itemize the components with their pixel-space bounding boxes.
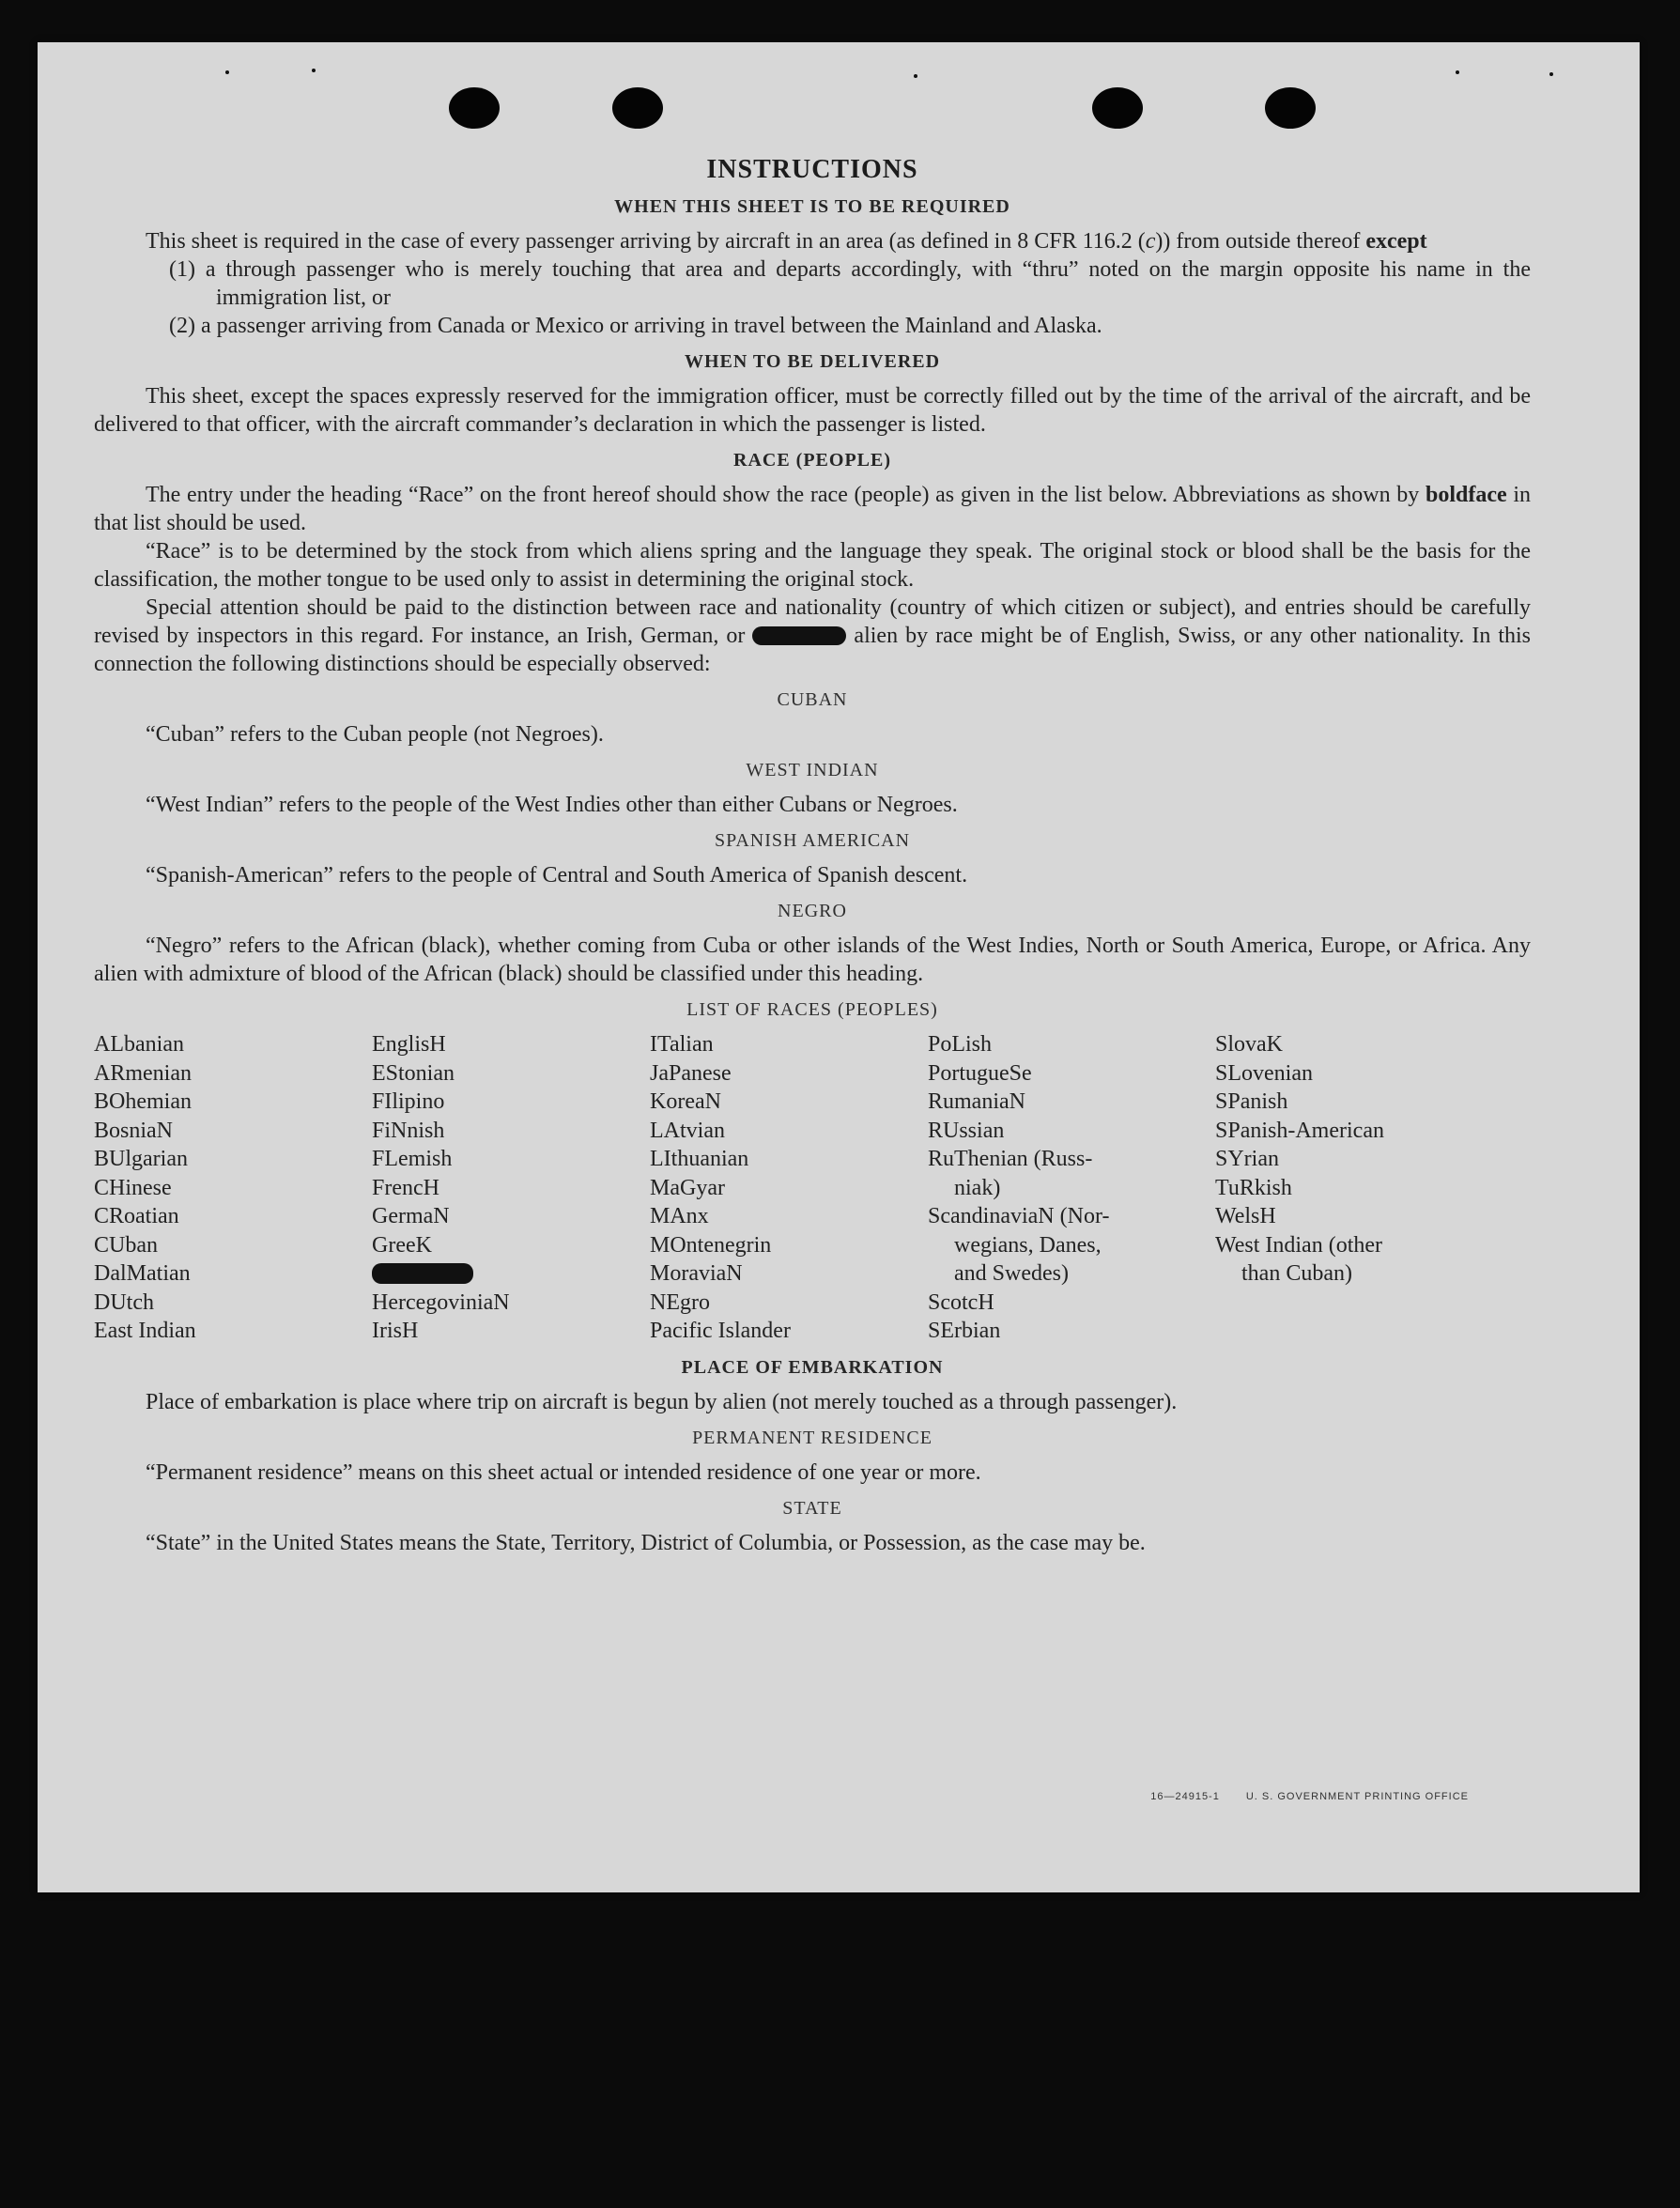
- race-item: PoLish: [928, 1032, 993, 1057]
- races-column-5: [1215, 1030, 1497, 1346]
- speck: [914, 74, 917, 78]
- races-column-3: [650, 1030, 928, 1346]
- race-item: EStonian: [372, 1060, 455, 1086]
- punch-hole: [612, 87, 663, 129]
- race-item: LAtvian: [650, 1118, 725, 1143]
- race-item: IrisH: [372, 1319, 419, 1343]
- residence-text: “Permanent residence” means on this sheet actual or intended residence of one year or more.: [146, 1459, 981, 1485]
- race-item: PortugueSe: [928, 1060, 1032, 1086]
- races-list: [94, 1030, 1531, 1346]
- race-paragraph-2: “Race” is to be determined by the stock from which aliens spring and the language they speak. The original stock or blood shall be the basis for the classification, the mother tongue to be used only to assist in determining the original stock.: [94, 539, 1531, 592]
- race-item: FrencH: [372, 1175, 439, 1200]
- required-intro: This sheet is required in the case of every passenger arriving by aircraft in an area (as defined in 8 CFR 116.2 (c)) from outside thereof except: [146, 229, 1427, 254]
- race-item-redacted: [372, 1259, 650, 1289]
- race-item: KoreaN: [650, 1089, 721, 1114]
- race-item: CRoatian: [94, 1204, 179, 1228]
- race-item: West Indian (other: [1215, 1232, 1383, 1258]
- race-item: SPanish-American: [1215, 1118, 1384, 1143]
- race-paragraph-3: Special attention should be paid to the distinction between race and nationality (country of which citizen or subject), and entries should be carefully revised by inspectors in this regard. For instance, an Irish, German, or alien by race might be of English, Swiss, or any other nationality. In this connection the following distinctions should be especially observed:: [94, 595, 1532, 676]
- section-heading-embarkation: PLACE OF EMBARKATION: [681, 1356, 944, 1378]
- printer-imprint: [1150, 1791, 1469, 1802]
- speck: [1456, 70, 1459, 74]
- section-heading-state: STATE: [782, 1497, 842, 1519]
- races-column-2: [372, 1030, 650, 1346]
- race-item: SLovenian: [1215, 1060, 1313, 1086]
- required-item-2: (2) a passenger arriving from Canada or Mexico or arriving in travel between the Mainland and Alaska.: [169, 314, 1102, 338]
- punch-hole: [449, 87, 500, 129]
- speck: [225, 70, 229, 74]
- race-paragraph-1: The entry under the heading “Race” on the front hereof should show the race (people) as given in the list below. Abbreviations as shown by boldface in that list should be used.: [94, 483, 1531, 535]
- instructions-content: [94, 155, 1531, 1557]
- required-item-1: (1) a through passenger who is merely touching that area and departs accordingly, with “thru” noted on the margin opposite his name in the immigration list, or: [169, 257, 1531, 310]
- negro-text: “Negro” refers to the African (black), whether coming from Cuba or other islands of the West Indies, North or South America, Europe, or Africa. Any alien with admixture of blood of the African (black) should be classified under this heading.: [94, 934, 1531, 986]
- race-item: ARmenian: [94, 1060, 192, 1086]
- race-item: RUssian: [928, 1118, 1005, 1143]
- race-item: ITalian: [650, 1032, 714, 1057]
- race-item: GreeK: [372, 1232, 432, 1258]
- section-heading-west-indian: WEST INDIAN: [746, 760, 879, 780]
- race-item: BosniaN: [94, 1118, 173, 1143]
- section-heading-race: RACE (PEOPLE): [733, 450, 891, 471]
- race-item-continued: than Cuban): [1241, 1261, 1352, 1286]
- race-item: SPanish: [1215, 1089, 1288, 1114]
- race-item: MAnx: [650, 1204, 709, 1228]
- punch-hole: [1265, 87, 1316, 129]
- race-item: RuThenian (Russ-: [928, 1147, 1093, 1171]
- embarkation-text: Place of embarkation is place where trip on aircraft is begun by alien (not merely touched as a through passenger).: [146, 1389, 1178, 1414]
- section-heading-delivered: WHEN TO BE DELIVERED: [684, 351, 941, 372]
- speck: [312, 69, 316, 72]
- redaction-mark: [372, 1263, 473, 1284]
- races-column-4: [928, 1030, 1215, 1346]
- race-item: SErbian: [928, 1319, 1001, 1343]
- west-indian-text: “West Indian” refers to the people of the West Indies other than either Cubans or Negroes.: [146, 793, 958, 817]
- page-title: INSTRUCTIONS: [706, 155, 918, 184]
- cuban-text: “Cuban” refers to the Cuban people (not Negroes).: [146, 722, 604, 747]
- speck: [1549, 72, 1553, 76]
- race-item: CUban: [94, 1232, 158, 1258]
- race-item: SYrian: [1215, 1147, 1279, 1171]
- race-item-continued: and Swedes): [954, 1261, 1069, 1286]
- race-item: LIthuanian: [650, 1147, 749, 1171]
- section-heading-residence: PERMANENT RESIDENCE: [692, 1427, 932, 1448]
- race-item: WelsH: [1215, 1204, 1276, 1228]
- race-item-continued: wegians, Danes,: [954, 1232, 1102, 1258]
- race-item: DalMatian: [94, 1261, 191, 1286]
- race-item: TuRkish: [1215, 1175, 1292, 1200]
- race-item: FLemish: [372, 1147, 453, 1171]
- form-code: 16—24915-1: [1150, 1791, 1220, 1802]
- section-heading-spanish-american: SPANISH AMERICAN: [714, 830, 911, 851]
- spanish-american-text: “Spanish-American” refers to the people of Central and South America of Spanish descent.: [146, 863, 968, 888]
- race-item: MaGyar: [650, 1175, 725, 1200]
- race-item: ScotcH: [928, 1289, 994, 1315]
- race-item: CHinese: [94, 1175, 172, 1200]
- section-heading-cuban: CUBAN: [777, 689, 848, 710]
- race-item: BUlgarian: [94, 1147, 188, 1171]
- redaction-mark: [752, 626, 846, 645]
- section-heading-negro: NEGRO: [778, 901, 847, 921]
- race-item: FIlipino: [372, 1089, 445, 1114]
- race-item: RumaniaN: [928, 1089, 1025, 1114]
- race-item-continued: niak): [954, 1175, 1001, 1200]
- race-item: SlovaK: [1215, 1032, 1283, 1057]
- printer-name: U. S. GOVERNMENT PRINTING OFFICE: [1245, 1791, 1469, 1802]
- delivered-text: This sheet, except the spaces expressly reserved for the immigration officer, must be correctly filled out by the time of the arrival of the aircraft, and be delivered to that officer, with the aircraft commander’s declaration in which the passenger is listed.: [94, 384, 1531, 437]
- race-item: ALbanian: [94, 1032, 184, 1057]
- race-item: HercegoviniaN: [372, 1289, 510, 1315]
- race-item: NEgro: [650, 1289, 710, 1315]
- race-item: ScandinaviaN (Nor-: [928, 1204, 1110, 1228]
- section-heading-list: LIST OF RACES (PEOPLES): [686, 999, 938, 1020]
- race-item: Pacific Islander: [650, 1319, 791, 1343]
- section-heading-required: WHEN THIS SHEET IS TO BE REQUIRED: [614, 196, 1010, 217]
- race-item: DUtch: [94, 1289, 154, 1315]
- race-item: GermaN: [372, 1204, 450, 1228]
- race-item: JaPanese: [650, 1060, 732, 1086]
- race-item: BOhemian: [94, 1089, 192, 1114]
- race-item: MOntenegrin: [650, 1232, 772, 1258]
- race-item: MoraviaN: [650, 1261, 743, 1286]
- race-item: East Indian: [94, 1319, 196, 1343]
- races-column-1: [94, 1030, 372, 1346]
- punch-hole: [1092, 87, 1143, 129]
- state-text: “State” in the United States means the State, Territory, District of Columbia, or Possession, as the case may be.: [146, 1530, 1146, 1555]
- race-item: FiNnish: [372, 1118, 445, 1143]
- document-page: [38, 42, 1640, 1892]
- race-item: EnglisH: [372, 1032, 446, 1057]
